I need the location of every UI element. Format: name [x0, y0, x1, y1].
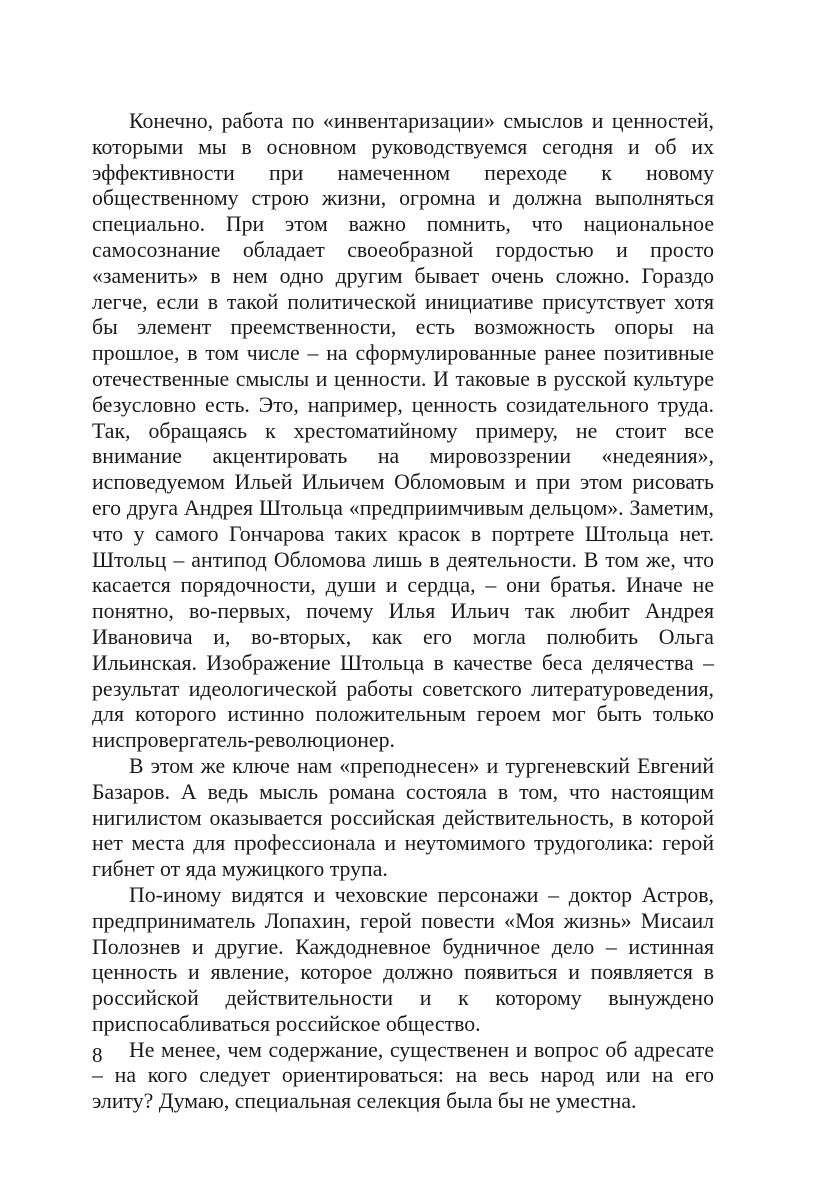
paragraph-3: По-иному видятся и чеховские персонажи – доктор Астров, предприниматель Лопахин, герой повести «Моя жизнь» Мисаил Полознев и другие. Каждодневное будничное дело – истинная ценность и явление, которое должно появиться и появляется в российской действительности и к которому вынуждено приспосабливаться российское общество.	[92, 882, 714, 1036]
body-text	[92, 109, 714, 1115]
paragraph-1: Конечно, работа по «инвентаризации» смыслов и ценностей, которыми мы в основном руководствуемся сегодня и об их эффективности при намеченном переходе к новому общественному строю жизни, огромна и должна выполняться специально. При этом важно помнить, что национальное самосознание обладает своеобразной гордостью и просто «заменить» в нем одно другим бывает очень сложно. Гораздо легче, если в такой политической инициативе присутствует хотя бы элемент преемственности, есть возможность опоры на прошлое, в том числе – на сформулированные ранее позитивные отечественные смыслы и ценности. И таковые в русской культуре безусловно есть. Это, например, ценность созидательного труда. Так, обращаясь к хрестоматийному примеру, не стоит все внимание акцентировать на мировоззрении «недеяния», исповедуемом Ильей Ильичем Обломовым и при этом рисовать его друга Андрея Штольца «предприимчивым дельцом». Заметим, что у самого Гончарова таких красок в портрете Штольца нет. Штольц – антипод Обломова лишь в деятельности. В том же, что касается порядочности, души и сердца, – они братья. Иначе не понятно, во-первых, почему Илья Ильич так любит Андрея Ивановича и, во-вторых, как его могла полюбить Ольга Ильинская. Изображение Штольца в качестве беса делячества – результат идеологической работы советского литературоведения, для которого истинно положительным героем мог быть только ниспровергатель-революционер.	[92, 109, 714, 753]
paragraph-4: Не менее, чем содержание, существенен и вопрос об адресате – на кого следует ориентироваться: на весь народ или на его элиту? Думаю, специальная селекция была бы не уместна.	[92, 1037, 714, 1114]
page-number: 8	[92, 1043, 103, 1067]
paragraph-2: В этом же ключе нам «преподнесен» и тургеневский Евгений Базаров. А ведь мысль романа состояла в том, что настоящим нигилистом оказывается российская действительность, в которой нет места для профессионала и неутомимого трудоголика: герой гибнет от яда мужицкого трупа.	[92, 753, 714, 882]
